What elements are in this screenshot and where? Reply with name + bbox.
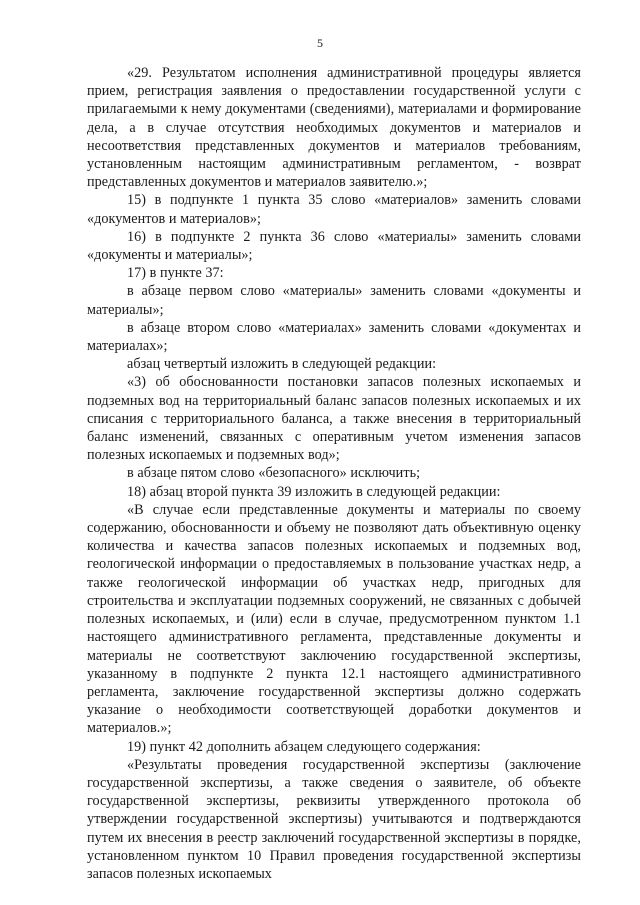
paragraph-quote-42: «Результаты проведения государственной экспертизы (заключение государственной экспертизы, а также сведения о заявителе, об объекте государственной экспертизы, реквизиты утвержденного протокола об утверждении государственной экспертизы) учитываются и подтверждаются путем их внесения в реестр заключений государственной экспертизы в порядке, установленном пунктом 10 Правил проведения государственной экспертизы запасов полезных ископаемых <box>87 756 581 882</box>
paragraph-quote-39: «В случае если представленные документы и материалы по своему содержанию, обоснованности и объему не позволяют дать объективную оценку количества и качества запасов полезных ископаемых и подземных вод, геологической информации о предоставляемых в пользование участках недр, а также геологической информации об участках недр, пригодных для строительства и эксплуатации подземных сооружений, не связанных с добычей полезных ископаемых, и (или) если в случае, предусмотренном пунктом 1.1 настоящего административного регламента, представленные документы и материалы не соответствуют заключению государственной экспертизы, указанному в подпункте 2 пункта 12.1 настоящего административного регламента, заключение государственной экспертизы должно содержать указание о необходимости соответствующей доработки документов и материалов.»; <box>87 501 581 737</box>
paragraph-item-15: 15) в подпункте 1 пункта 35 слово «материалов» заменить словами «документов и материалов»; <box>87 192 581 227</box>
paragraph-fifth-abzac: в абзаце пятом слово «безопасного» исключить; <box>127 465 421 482</box>
paragraph-fourth-abzac-intro: абзац четвертый изложить в следующей редакции: <box>127 356 437 373</box>
page-number: 5 <box>317 36 323 50</box>
paragraph-second-abzac: в абзаце втором слово «материалах» заменить словами «документах и материалах»; <box>87 319 581 355</box>
paragraph-item-19: 19) пункт 42 дополнить абзацем следующего содержания: <box>127 738 481 755</box>
paragraph-item-17: 17) в пункте 37: <box>127 265 224 282</box>
paragraph-item-29: «29. Результатом исполнения административной процедуры является прием, регистрация заявления о предоставлении государственной услуги с прилагаемыми к нему документами (сведениями), материалами и формирование дела, а в случае отсутствия необходимых документов и материалов и несоответствия представленных документов и материалов требованиям, установленным настоящим административным регламентом, - возврат представленных документов и материалов заявителю.»; <box>87 65 581 191</box>
paragraph-item-16: 16) в подпункте 2 пункта 36 слово «материалы» заменить словами «документы и материалы»; <box>87 228 581 264</box>
paragraph-item-18: 18) абзац второй пункта 39 изложить в следующей редакции: <box>127 483 501 500</box>
document-body <box>87 64 581 883</box>
paragraph-quote-3: «3) об обоснованности постановки запасов полезных ископаемых и подземных вод на территориальный баланс запасов полезных ископаемых и их списания с территориального баланса, а также внесения в территориальный баланс изменений, связанных с оперативным учетом изменения запасов полезных ископаемых и подземных вод»; <box>87 374 581 464</box>
paragraph-first-abzac: в абзаце первом слово «материалы» заменить словами «документы и материалы»; <box>87 283 581 318</box>
